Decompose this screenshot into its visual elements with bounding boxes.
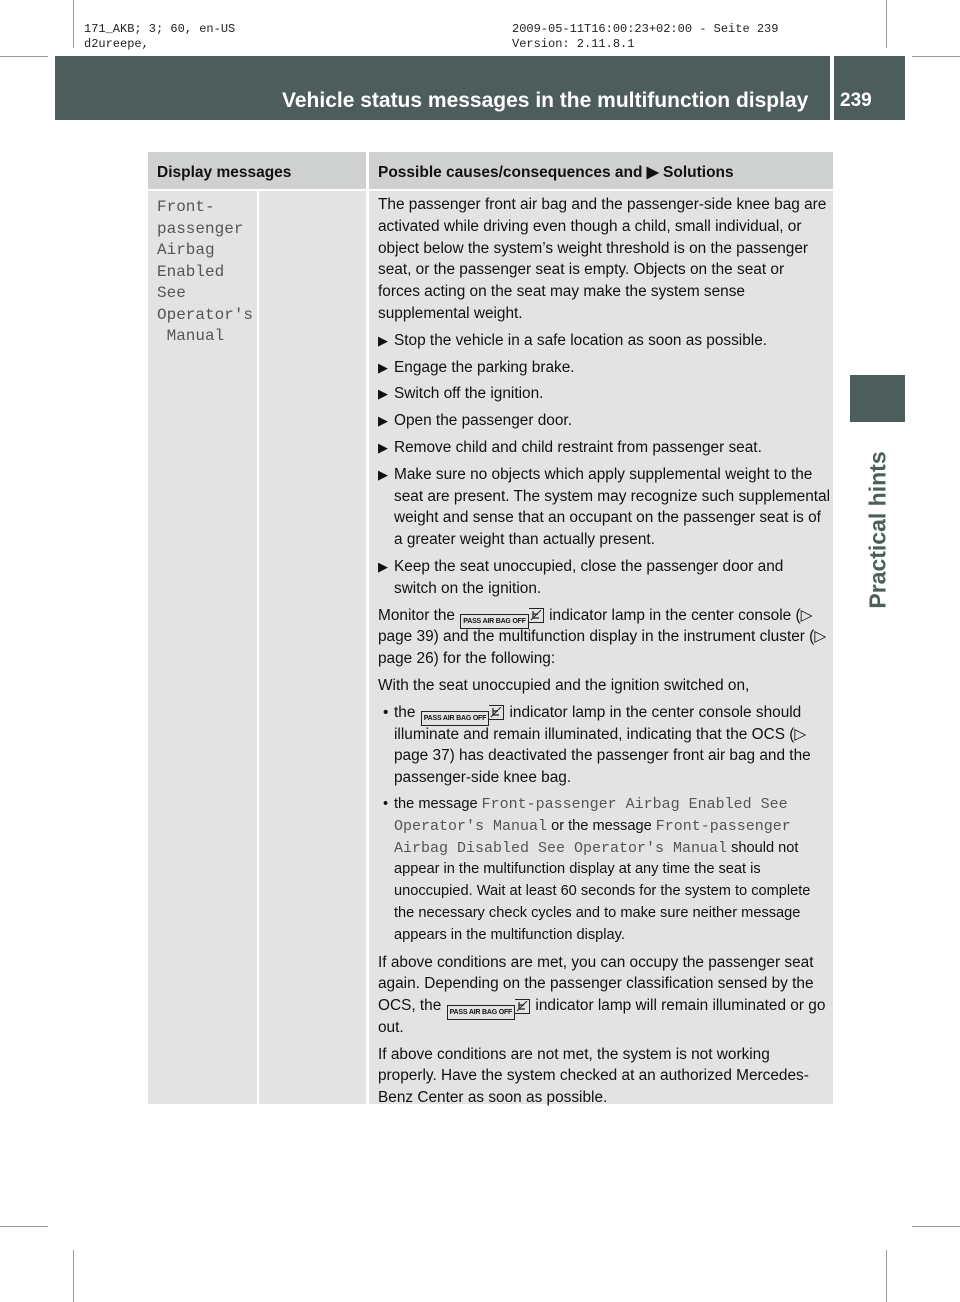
page-reference-triangle-icon: ▷ bbox=[800, 606, 813, 624]
print-meta-line: d2ureepe, bbox=[84, 37, 149, 51]
arrow-right-icon: ▶ bbox=[378, 466, 388, 482]
crop-mark bbox=[0, 1226, 48, 1227]
seat-icon bbox=[515, 999, 530, 1014]
page-title: Vehicle status messages in the multifunction display bbox=[282, 89, 809, 112]
list-item bbox=[378, 702, 830, 789]
seat-icon bbox=[529, 608, 544, 623]
arrow-right-icon: ▶ bbox=[378, 332, 388, 348]
crop-mark bbox=[0, 56, 48, 57]
text-run: page 26) for the following: bbox=[378, 650, 556, 668]
page-number: 239 bbox=[840, 90, 872, 111]
table-cell-blank bbox=[259, 191, 366, 1104]
display-message-line: passenger bbox=[157, 219, 244, 238]
column-header-display-messages: Display messages bbox=[148, 152, 366, 189]
print-meta-line: Version: 2.11.8.1 bbox=[512, 37, 635, 51]
step-item bbox=[378, 437, 830, 459]
crop-mark bbox=[912, 1226, 960, 1227]
text-run: the message bbox=[394, 795, 478, 812]
display-message-line: Airbag bbox=[157, 241, 215, 259]
column-header-text: Possible causes/consequences and bbox=[378, 164, 643, 181]
step-text: Switch off the ignition. bbox=[394, 385, 544, 403]
monitor-paragraph bbox=[378, 605, 830, 670]
text-run: page 37) has deactivated the passenger front air bag and the passenger-side knee bag. bbox=[394, 747, 811, 787]
text-run: If above conditions are met, you can occupy the passenger seat again. Depending on the passenger classification sensed by the OCS, the bbox=[378, 953, 814, 1015]
crop-mark bbox=[886, 1250, 887, 1302]
text-run: Monitor the bbox=[378, 606, 455, 624]
crop-mark bbox=[73, 0, 74, 48]
text-run: should not appear in the multifunction display at any time the seat is unoccupied. Wait at least 60 seconds for the system to complete the necessary check cycles and to make sure neither message appears in the multifunction display. bbox=[394, 839, 811, 943]
arrow-right-icon: ▶ bbox=[378, 439, 388, 455]
text-run: or the message bbox=[551, 817, 652, 834]
step-item bbox=[378, 464, 830, 551]
list-item bbox=[378, 794, 830, 947]
intro-paragraph: The passenger front air bag and the passenger-side knee bag are activated while driving even though a child, small individual, or object below the system’s weight threshold is on the passenger seat, or the passenger seat is empty. Objects on the seat or forces acting on the seat may make the system sense supplemental weight. bbox=[378, 196, 827, 322]
conditions-met-paragraph bbox=[378, 952, 830, 1039]
passenger-airbag-off-lamp-icon bbox=[460, 608, 544, 623]
display-message-line: Manual bbox=[157, 327, 225, 345]
conditions-not-met-paragraph: If above conditions are not met, the system is not working properly. Have the system checked at an authorized Mercedes-Benz Center as soon as possible. bbox=[378, 1045, 809, 1107]
print-meta-right bbox=[512, 22, 778, 52]
step-item bbox=[378, 357, 830, 379]
passenger-airbag-off-lamp-icon bbox=[447, 999, 531, 1014]
section-tab-label bbox=[853, 425, 903, 635]
seat-icon bbox=[489, 705, 504, 720]
text-run: the bbox=[394, 703, 416, 721]
step-text: Remove child and child restraint from passenger seat. bbox=[394, 438, 762, 456]
crop-mark bbox=[886, 0, 887, 48]
display-message-line: Operator's bbox=[157, 305, 254, 324]
crop-mark bbox=[912, 56, 960, 57]
bullet-icon: • bbox=[383, 703, 389, 721]
arrow-right-icon: ▶ bbox=[378, 558, 388, 574]
display-message-inline: Front-passenger Airbag Disabled See Operator's Manual bbox=[394, 817, 791, 857]
step-item bbox=[378, 556, 830, 600]
print-meta-line: 2009-05-11T16:00:23+02:00 - Seite 239 bbox=[512, 22, 779, 36]
step-text: Keep the seat unoccupied, close the passenger door and switch on the ignition. bbox=[394, 557, 784, 597]
step-item bbox=[378, 410, 830, 432]
display-message-line: Front- bbox=[157, 198, 215, 216]
lamp-label: PASS AIR BAG OFF bbox=[421, 711, 490, 726]
text-run: indicator lamp will remain illuminated or go out. bbox=[378, 997, 826, 1036]
passenger-airbag-off-lamp-icon bbox=[421, 705, 505, 723]
text-run: indicator lamp in the center console should illuminate and remain illuminated, indicating that the OCS ( bbox=[394, 703, 802, 743]
arrow-right-icon: ▶ bbox=[378, 386, 388, 402]
display-message-text bbox=[157, 197, 253, 348]
column-header-text: Solutions bbox=[663, 164, 734, 181]
print-meta-left bbox=[84, 22, 235, 52]
arrow-right-icon: ▶ bbox=[378, 359, 388, 375]
lamp-label: PASS AIR BAG OFF bbox=[447, 1005, 516, 1020]
column-header-causes-solutions bbox=[369, 152, 833, 189]
step-text: Engage the parking brake. bbox=[394, 358, 575, 376]
arrow-right-icon: ▶ bbox=[646, 164, 659, 181]
step-text: Make sure no objects which apply supplemental weight to the seat are present. The system may recognize such supplemental weight and sense that an occupant on the passenger seat is of a greater weight than actually present. bbox=[394, 465, 831, 549]
step-text: Open the passenger door. bbox=[394, 412, 572, 430]
condition-paragraph: With the seat unoccupied and the ignition switched on, bbox=[378, 676, 750, 694]
crop-mark bbox=[73, 1250, 74, 1302]
step-item bbox=[378, 383, 830, 405]
page-reference-triangle-icon: ▷ bbox=[814, 628, 827, 646]
display-message-line: See bbox=[157, 284, 186, 302]
solution-text bbox=[378, 194, 830, 1114]
step-text: Stop the vehicle in a safe location as soon as possible. bbox=[394, 331, 768, 349]
text-run: indicator lamp in the center console ( bbox=[549, 606, 801, 624]
section-tab-text: Practical hints bbox=[864, 451, 891, 609]
print-meta-line: 171_AKB; 3; 60, en-US bbox=[84, 22, 236, 36]
lamp-label: PASS AIR BAG OFF bbox=[460, 614, 529, 629]
header-divider bbox=[830, 56, 834, 120]
bullet-icon: • bbox=[383, 795, 389, 812]
arrow-right-icon: ▶ bbox=[378, 413, 388, 429]
step-item bbox=[378, 330, 830, 352]
section-tab-marker bbox=[850, 375, 905, 422]
text-run: page 39) and the multifunction display in the instrument cluster ( bbox=[378, 628, 815, 646]
display-message-inline: Front-passenger Airbag Enabled See Operator's Manual bbox=[394, 795, 788, 835]
display-message-line: Enabled bbox=[157, 262, 225, 281]
page-reference-triangle-icon: ▷ bbox=[794, 725, 807, 743]
